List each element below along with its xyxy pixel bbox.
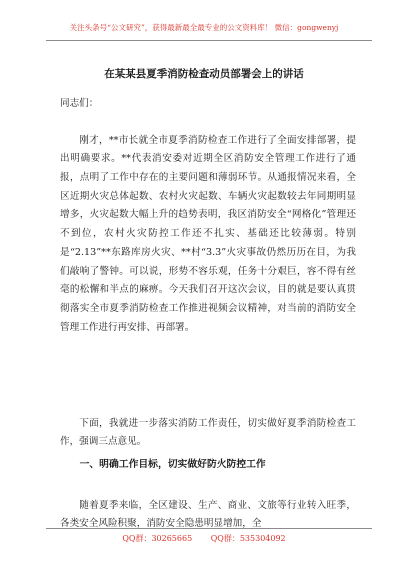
- footer-divider: [46, 528, 372, 529]
- header-promo-banner: 关注头条号“公文研究”，获得最新最全最专业的公文资料库！ 微信：gongwenyj: [69, 23, 339, 32]
- footer-contact: [0, 533, 408, 544]
- body-paragraph-1: 刚才，**市长就全市夏季消防检查工作进行了全面安排部署，提出明确要求。**代表消安委对近期全区消防安全管理工作进行了通报，点明了工作中存在的主要问题和薄弱环节。从通报情况来看，全区近期火灾总体起数、农村火灾起数、车辆火灾起数较去年同期明显增多，火灾起数大幅上升的趋势表明，我区消防安全“网格化”管理还不到位，农村火灾防控工作还不扎实、基础还比较薄弱。特别是“2.13”**东路库房火灾、**村“3.3”火灾事故仍然历历在目，为我们敲响了警钟。可以说，形势不容乐观，任务十分艰巨，容不得有丝毫的松懈和半点的麻痹。今天我们召开这次会议，目的就是要认真贯彻落实全市夏季消防检查工作推进视频会议精神，对当前的消防安全管理工作进行再安排、再部署。: [60, 134, 356, 333]
- section-paragraph: 随着夏季来临，全区建设、生产、商业、文旅等行业转入旺季，各类安全风险积聚，消防安全隐患明显增加，全: [60, 499, 356, 530]
- header-divider: [46, 40, 372, 41]
- greeting: 同志们：: [60, 98, 99, 109]
- document-title: 在某某县夏季消防检查动员部署会上的讲话: [104, 68, 304, 80]
- footer-qq-group-2: QQ群：535304092: [210, 534, 286, 543]
- footer-qq-group-1: QQ群：30265665: [122, 534, 193, 543]
- section-heading: 一、明确工作目标，切实做好防火防控工作: [79, 459, 266, 470]
- body-paragraph-2: 下面，我就进一步落实消防工作责任，切实做好夏季消防检查工作，强调三点意见。: [60, 417, 356, 448]
